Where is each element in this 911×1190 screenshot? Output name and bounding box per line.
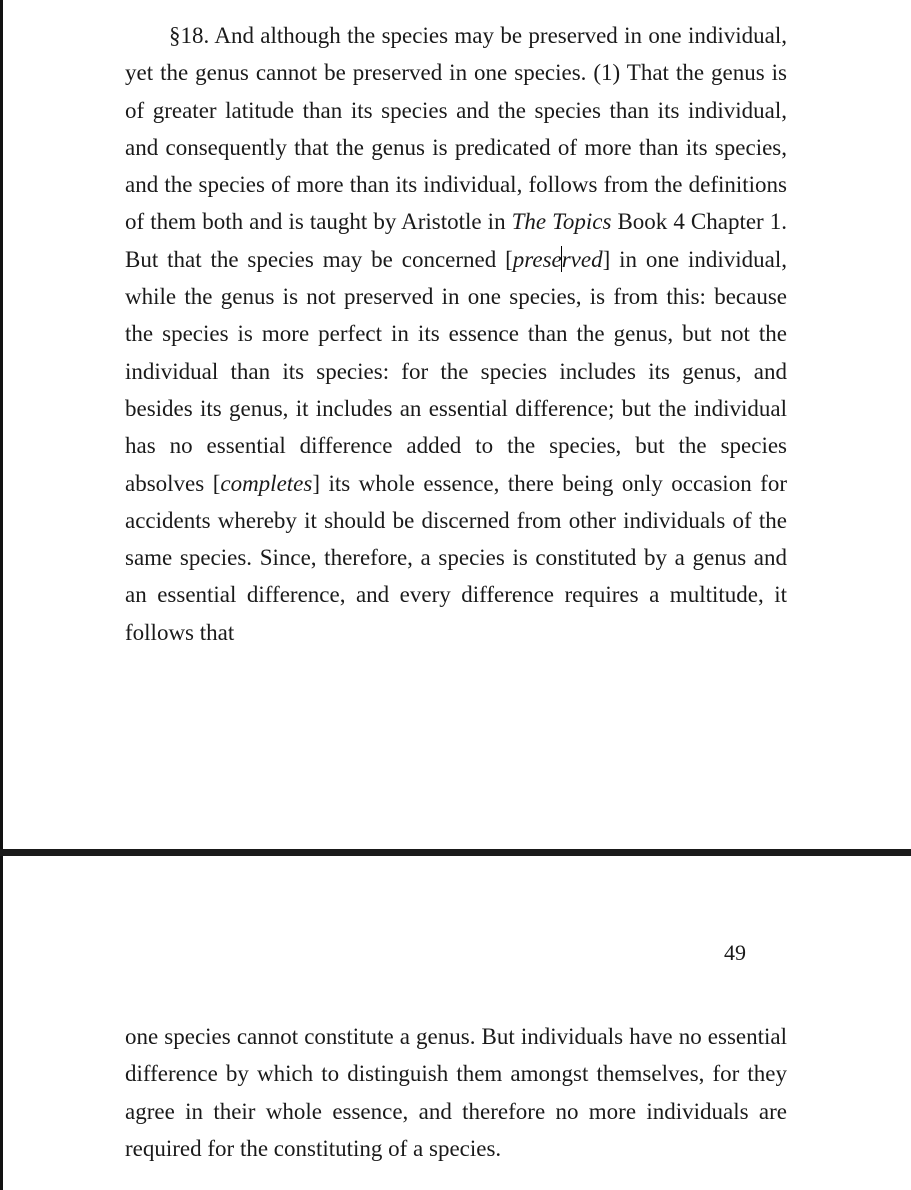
paragraph xyxy=(125,1018,787,1167)
text-run: one species cannot constitute a genus. But individuals have no essential difference by which to distinguish them amongst themselves, for they agree in their whole essence, and therefore no more individuals are required for the constituting of a species. xyxy=(125,1024,787,1161)
text-run: ] its whole essence, there being only occasion for accidents whereby it should be discerned from other individuals of the same species. Since, therefore, a species is constituted by a genus and an essential difference, and every difference requires a multitude, it follows that xyxy=(125,470,787,645)
page-number: 49 xyxy=(724,940,746,965)
italic-gloss: completes xyxy=(220,470,313,496)
text-run: Book 4 Chapter 1. But that the species may be concerned [ xyxy=(125,209,787,272)
text-run: ] in one individual, while the genus is not preserved in one species, is from this: because the species is more perfect in its essence than the genus, but not the individual than its species: for the species includes its genus, and besides its genus, it includes an essential difference; but the individual has no essential difference added to the species, but the species absolves [ xyxy=(125,246,787,496)
page-separator xyxy=(0,849,911,856)
continuation-text xyxy=(125,1018,787,1167)
italic-title: The Topics xyxy=(511,209,612,235)
paragraph xyxy=(125,17,787,651)
italic-word-part: prese xyxy=(512,246,562,272)
text-run: §18. And although the species may be preserved in one individual, yet the genus cannot be preserved in one species. (1) That the genus is of greater latitude than its species and the species than its individual, and consequently that the genus is predicated of more than its species, and the species of more than its individual, follows from the definitions of them both and is taught by Aristotle in xyxy=(125,23,787,235)
italic-word-part: rved xyxy=(561,246,603,272)
section-18-text xyxy=(125,17,787,651)
